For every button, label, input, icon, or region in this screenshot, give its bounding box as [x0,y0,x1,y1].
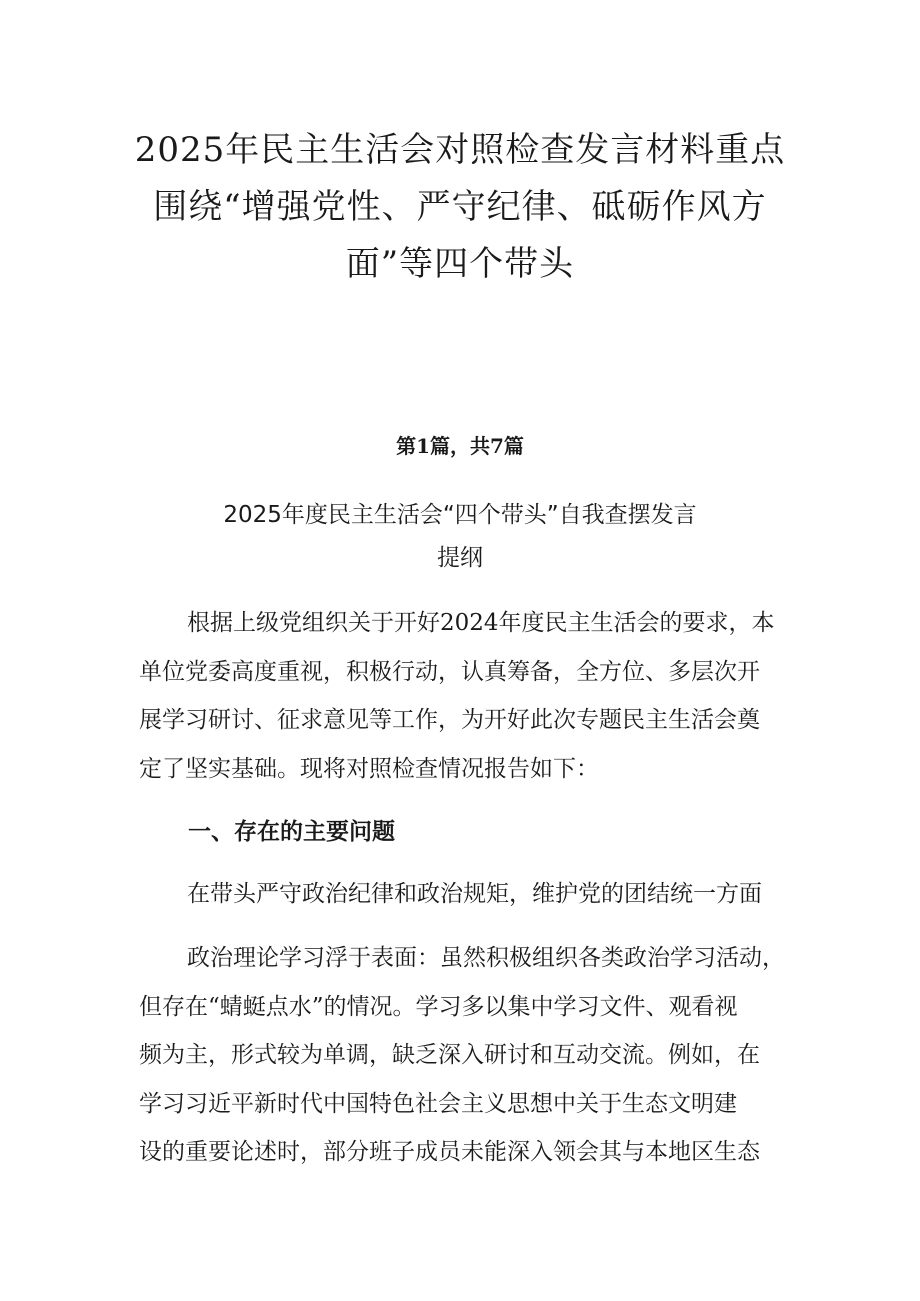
paragraph-line: 单位党委高度重视，积极行动，认真筹备，全方位、多层次开 [139,658,760,685]
paragraph-line: 频为主，形式较为单调，缺乏深入研讨和互动交流。例如，在 [139,1042,760,1068]
document-title [110,122,810,293]
paragraph-line: 定了坚实基础。现将对照检查情况报告如下： [139,755,599,782]
intro-paragraph [139,599,799,793]
title-line: 面”等四个带头 [345,244,575,284]
subtitle-line: 2025年度民主生活会“四个带头”自我查摆发言 [223,502,697,528]
subtitle-line: 提纲 [437,545,483,571]
part-indicator: 第1篇，共7篇 [396,434,524,458]
paragraph-line: 政治理论学习浮于表面：虽然积极组织各类政治学习活动， [187,945,785,971]
paragraph-line: 设的重要论述时，部分班子成员未能深入领会其与本地区生态 [139,1139,760,1165]
detail-paragraph [139,934,799,1177]
subsection-paragraph [139,870,799,919]
section-heading: 一、存在的主要问题 [188,819,395,845]
title-line: 围绕“增强党性、严守纪律、砥砺作风方 [153,187,767,227]
title-line: 2025年民主生活会对照检查发言材料重点 [134,130,786,170]
paragraph-line: 根据上级党组织关于开好2024年度民主生活会的要求，本 [187,610,775,636]
paragraph-line: 在带头严守政治纪律和政治规矩，维护党的团结统一方面 [187,881,762,907]
paragraph-line: 学习习近平新时代中国特色社会主义思想中关于生态文明建 [139,1090,737,1117]
paragraph-line: 展学习研讨、征求意见等工作，为开好此次专题民主生活会奠 [139,707,760,733]
document-subtitle [0,494,920,580]
paragraph-line: 但存在“蜻蜓点水”的情况。学习多以集中学习文件、观看视 [139,993,738,1020]
